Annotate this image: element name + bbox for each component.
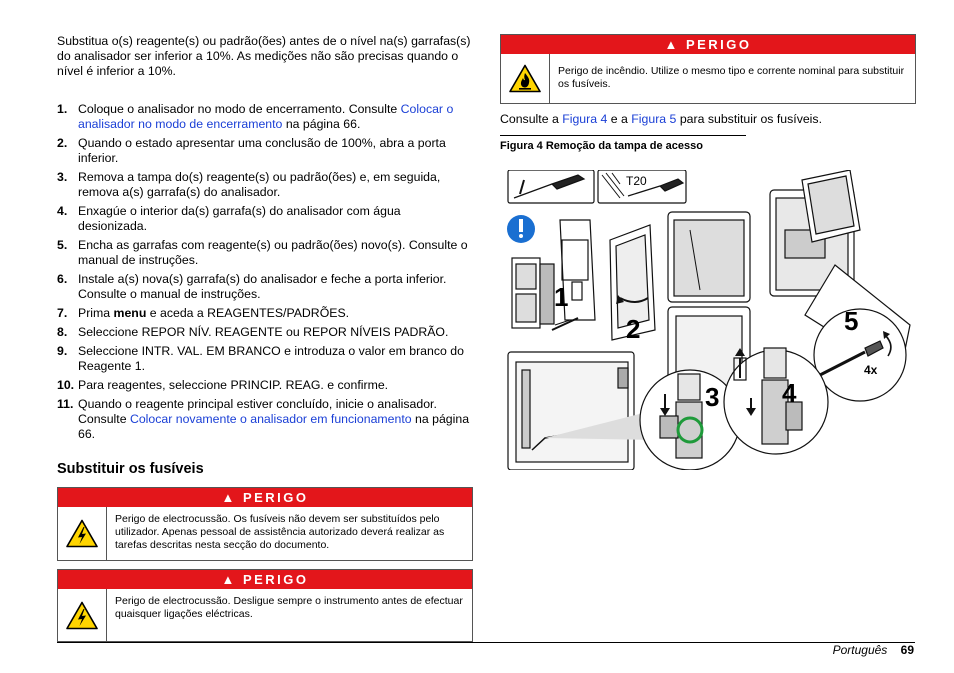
attention-icon: [507, 215, 535, 243]
danger-box-electrocution-disconnect: [57, 569, 473, 642]
figure-caption: Figura 4 Remoção da tampa de acesso: [500, 140, 703, 152]
electrical-hazard-icon: [66, 519, 98, 548]
warning-triangle-icon: ▲: [664, 37, 680, 52]
step-item: 6. Instale a(s) nova(s) garrafa(s) do analisador e feche a porta inferior. Consulte o manual de instruções.: [57, 272, 447, 301]
danger-box-fire: [500, 34, 916, 104]
step-item: 7. Prima menu e aceda a REAGENTES/PADRÕES.: [57, 306, 350, 320]
figure-reference: Consulte a Figura 4 e a Figura 5 para substituir os fusíveis.: [500, 112, 822, 126]
danger-header: ▲ PERIGO: [501, 35, 915, 54]
step-label-5: 5: [844, 306, 859, 336]
step-item: 4. Enxagúe o interior da(s) garrafa(s) do analisador com água desionizada.: [57, 204, 401, 233]
step-item: 10. Para reagentes, seleccione PRINCIP. REAG. e confirme.: [57, 378, 389, 392]
danger-header: ▲ PERIGO: [58, 570, 472, 589]
step-item: 5. Encha as garrafas com reagente(s) ou padrão(ões) novo(s). Consulte o manual de instruções.: [57, 238, 468, 267]
danger-text: Perigo de electrocussão. Os fusíveis não devem ser substituídos pelo utilizador. Apenas pessoal de assistência autorizado deverá realizar as tarefas descritas nesta secção do documento.: [115, 513, 445, 551]
step-item: 11. Quando o reagente principal estiver concluído, inicie o analisador. Consulte Colocar novamente o analisador em funcionamento na página 66.: [57, 397, 470, 441]
step-item: 8. Seleccione REPOR NÍV. REAGENTE ou REPOR NÍVEIS PADRÃO.: [57, 325, 449, 339]
access-cover-removal-figure: [500, 170, 914, 470]
link-figure-5[interactable]: Figura 5: [631, 112, 677, 126]
link-restart[interactable]: Colocar novamente o analisador em funcionamento: [129, 412, 412, 426]
step-item: 3. Remova a tampa do(s) reagente(s) ou padrão(ões) e, em seguida, remova a(s) garrafa(s) do analisador.: [57, 170, 441, 199]
page-number: 69: [900, 643, 914, 657]
screw-count-label: 4x: [864, 363, 878, 377]
danger-text: Perigo de incêndio. Utilize o mesmo tipo e corrente nominal para substituir os fusíveis.: [558, 65, 905, 90]
intro-paragraph: Substitua o(s) reagente(s) ou padrão(ões) antes de o nível na(s) garrafas(s) do analisador ser inferior a 10%. As medições não são precisas quando o nível é inferior a 10%.: [57, 34, 471, 78]
fire-hazard-icon: [509, 64, 541, 93]
step-label-2: 2: [626, 314, 641, 344]
link-shutdown[interactable]: Colocar o analisador no modo de encerramento: [78, 102, 454, 131]
step-label-1: 1: [554, 282, 569, 312]
warning-triangle-icon: ▲: [221, 572, 237, 587]
danger-text: Perigo de electrocussão. Desligue sempre o instrumento antes de efectuar quaisquer ligações eléctricas.: [115, 595, 463, 620]
step-item: 1. Coloque o analisador no modo de encerramento. Consulte Colocar o analisador no modo de encerramento na página 66.: [57, 102, 454, 131]
electrical-hazard-icon: [66, 601, 98, 630]
step-item: 9. Seleccione INTR. VAL. EM BRANCO e introduza o valor em branco do Reagente 1.: [57, 344, 464, 373]
screwdriver-flat-icon: [508, 170, 594, 203]
danger-box-electrocution-fuses: [57, 487, 473, 561]
right-column: [500, 34, 914, 412]
step-label-4: 4: [782, 378, 797, 408]
link-figure-4[interactable]: Figura 4: [562, 112, 608, 126]
left-column: [57, 34, 471, 650]
section-heading: Substituir os fusíveis: [57, 461, 204, 477]
page-footer: [833, 643, 914, 657]
step-label-3: 3: [705, 382, 720, 412]
warning-triangle-icon: ▲: [221, 490, 237, 505]
footer-language: Português: [832, 643, 888, 657]
footer-rule: [57, 642, 915, 643]
procedure-steps: [57, 102, 471, 442]
tool-label-t20: T20: [626, 174, 647, 188]
danger-header: ▲ PERIGO: [58, 488, 472, 507]
step-item: 2. Quando o estado apresentar uma conclusão de 100%, abra a porta inferior.: [57, 136, 446, 165]
figure-caption-rule: [500, 135, 746, 136]
